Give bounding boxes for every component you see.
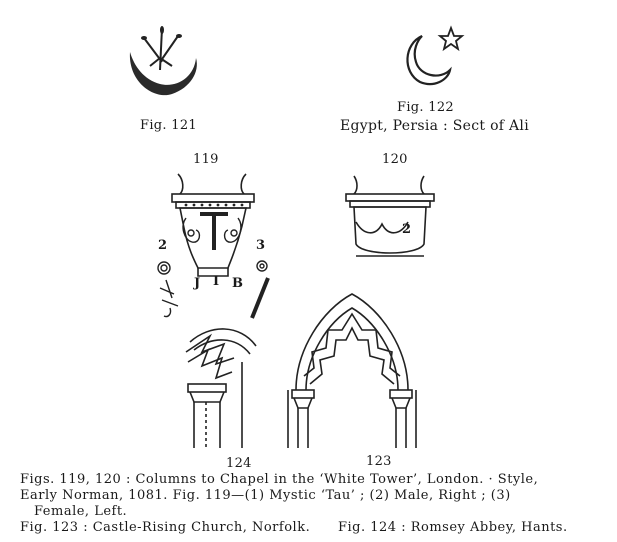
fig-120-mark-2: 2 <box>402 222 412 237</box>
fig-119-number: 119 <box>193 152 219 167</box>
crescent-star-emblem-122 <box>396 26 466 92</box>
fig-121-label: Fig. 121 <box>140 118 197 133</box>
caption-line-3: Female, Left. <box>34 504 128 519</box>
fig-124-number: 124 <box>226 456 252 471</box>
fig-119-mark-i: I <box>213 274 220 289</box>
caption-line-1: Figs. 119, 120 : Columns to Chapel in the ‘White Tower’, London. · Style, <box>20 472 539 487</box>
caption-line-4b: Fig. 124 : Romsey Abbey, Hants. <box>338 520 568 535</box>
fig-119-mark-j: J <box>194 276 201 291</box>
fig-122-label: Fig. 122 <box>397 100 454 115</box>
caption-line-2: Early Norman, 1081. Fig. 119—(1) Mystic ‘Tau’ ; (2) Male, Right ; (3) <box>20 488 511 503</box>
fig-119-mark-3: 3 <box>256 238 266 253</box>
capital-column-120 <box>340 170 440 270</box>
caption-line-4a: Fig. 123 : Castle-Rising Church, Norfolk. <box>20 520 311 535</box>
fig-122-subtitle: Egypt, Persia : Sect of Ali <box>340 118 529 134</box>
fig-119-mark-b: B <box>232 276 244 291</box>
crescent-emblem-121 <box>124 22 204 102</box>
column-arch-124 <box>180 322 260 450</box>
fig-123-number: 123 <box>366 454 392 469</box>
fig-120-number: 120 <box>382 152 408 167</box>
pointed-arch-123 <box>282 290 422 450</box>
fig-119-mark-2: 2 <box>158 238 168 253</box>
